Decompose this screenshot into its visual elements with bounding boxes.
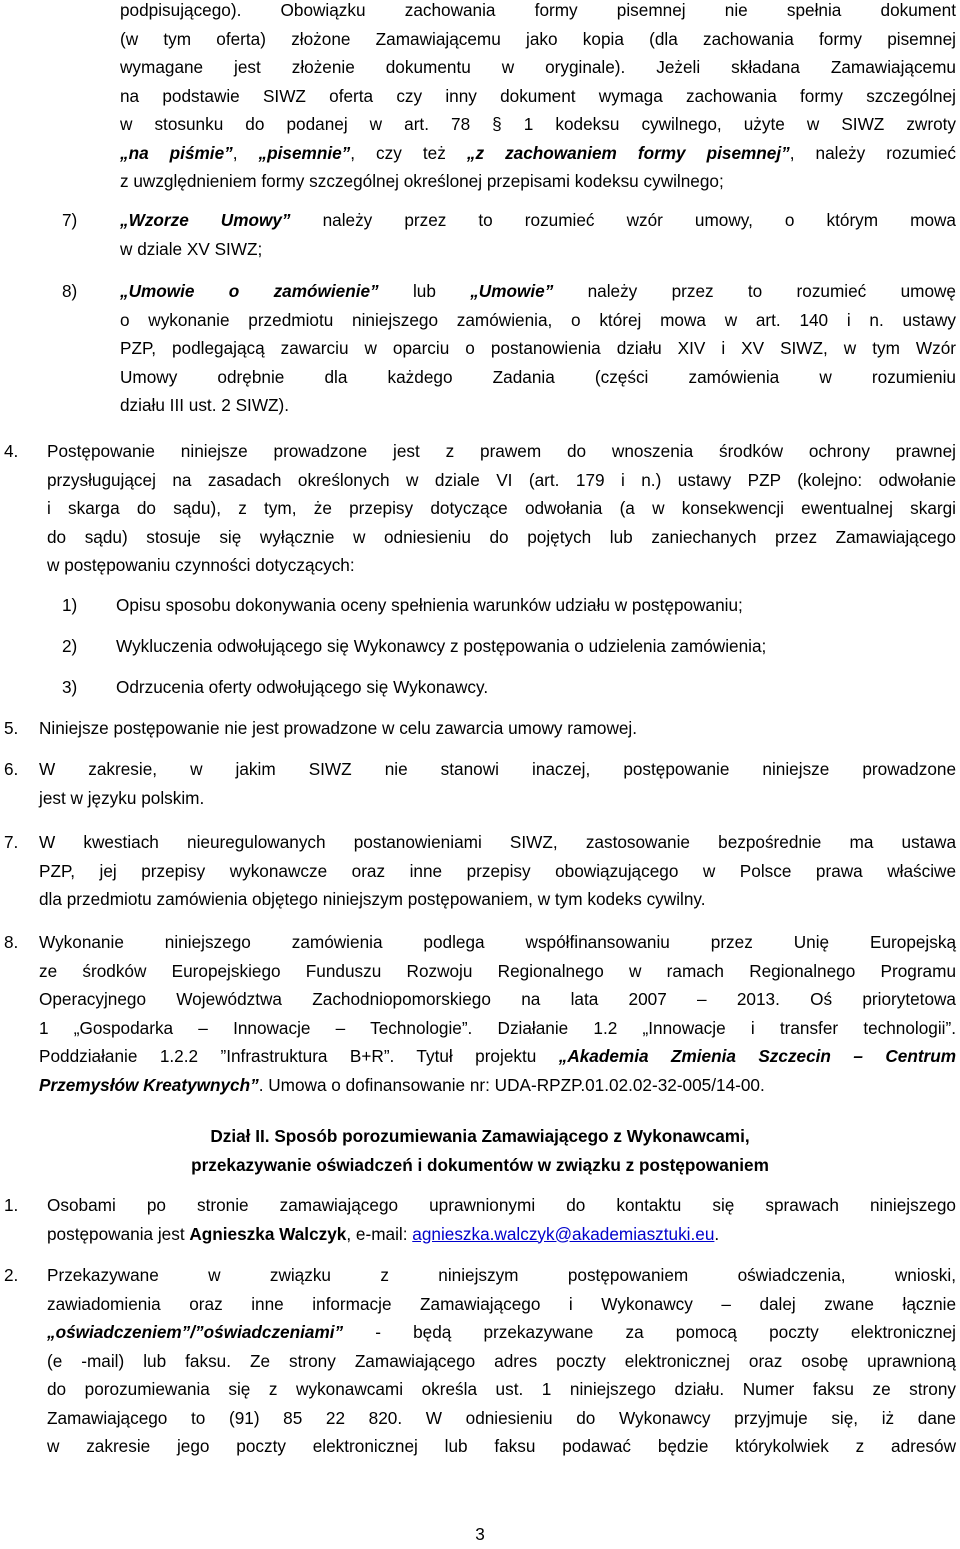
text-line	[120, 206, 956, 235]
text-line: jest w języku polskim.	[39, 787, 205, 808]
text-line: o wykonanie przedmiotu niniejszego zamówienia, o której mowa w art. 140 i n. ustawy	[120, 309, 956, 330]
list-number: 3)	[62, 677, 78, 697]
text-line: Przekazywane w związku z niniejszym postępowaniem oświadczenia, wnioski,	[47, 1265, 956, 1285]
text-line	[39, 1071, 956, 1100]
text-fragment: , e-mail:	[346, 1223, 413, 1244]
list-number: 6.	[4, 759, 19, 779]
text-line: do sądu) stosuje się wyłącznie w odniesieniu do pojętych lub zaniechanych przez Zamawiającego	[47, 526, 956, 547]
text-line: w dziale XV SIWZ;	[120, 238, 263, 259]
text-line: w stosunku do podanej w art. 78 § 1 kodeksu cywilnego, użyte w SIWZ zwroty	[120, 114, 956, 134]
text-line: Postępowanie niniejsze prowadzone jest z prawem do wnoszenia środków ochrony prawnej	[47, 441, 956, 461]
text-line: (e -mail) lub faksu. Ze strony Zamawiającego adres poczty elektronicznej oraz osobę uprawnioną	[47, 1350, 956, 1371]
list-number: 7.	[4, 832, 19, 852]
text-fragment: ,	[232, 142, 259, 163]
text-line	[47, 1318, 956, 1347]
text-line: (w tym oferta) złożone Zamawiającemu jako kopia (dla zachowania formy pisemnej	[120, 28, 956, 49]
top-paragraph	[120, 0, 956, 196]
list-item-text: Odrzucenia oferty odwołującego się Wykonawcy.	[116, 677, 489, 697]
list-number: 2)	[62, 636, 78, 656]
text-line: dla przedmiotu zamówienia objętego niniejszym postępowaniem, w tym kodeks cywilny.	[39, 889, 706, 909]
text-line: Operacyjnego Województwa Zachodniopomorskiego na lata 2007 – 2013. Oś priorytetowa	[39, 989, 956, 1009]
project-title: Przemysłów Kreatywnych”	[39, 1074, 259, 1095]
term-na-pismie: „na piśmie”	[120, 142, 233, 163]
text-line: Wykonanie niniejszego zamówienia podlega współfinansowaniu przez Unię Europejską	[39, 932, 956, 952]
list-number: 1)	[62, 595, 78, 615]
text-fragment: postępowania jest	[47, 1223, 190, 1244]
text-line: przysługującej na zasadach określonych w dziale VI (art. 179 i n.) ustawy PZP (kolejno: odwołanie	[47, 469, 956, 490]
list-item-text: Opisu sposobu dokonywania oceny spełnienia warunków udziału w postępowaniu;	[116, 595, 743, 615]
list-number: 2.	[4, 1265, 19, 1285]
text-fragment: - będą przekazywane za pomocą poczty elektronicznej	[343, 1322, 956, 1342]
text-line: W kwestiach nieuregulowanych postanowieniami SIWZ, zastosowanie bezpośrednie ma ustawa	[39, 832, 956, 852]
term-umowa: „Umowie”	[470, 281, 554, 301]
text-line: Zamawiającego to (91) 85 22 820. W odniesieniu do Wykonawcy przyjmuje się, iż dane	[47, 1407, 956, 1428]
text-line: zawiadomienia oraz inne informacje Zamawiającego i Wykonawcy – dalej zwane łącznie	[47, 1293, 956, 1314]
list-number: 8)	[62, 281, 78, 301]
text-line: na podstawie SIWZ oferta czy inny dokument wymaga zachowania formy szczególnej	[120, 85, 956, 106]
text-line: wymagane jest złożenie dokumentu w oryginale). Jeżeli składana Zamawiającemu	[120, 57, 956, 77]
term-umowa-o-zamowienie: „Umowie o zamówienie”	[120, 281, 379, 301]
text-line: PZP, jej przepisy wykonawcze oraz inne przepisy obowiązującego w Polsce prawa właściwe	[39, 860, 956, 881]
text-line	[120, 277, 956, 306]
text-fragment: , należy rozumieć	[789, 142, 956, 163]
list-item-text: Wykluczenia odwołującego się Wykonawcy z postępowania o udzielenia zamówienia;	[116, 636, 767, 656]
text-line: PZP, podlegającą zawarciu w oparciu o postanowienia działu XIV i XV SIWZ, w tym Wzór	[120, 338, 956, 358]
text-fragment: , czy też	[350, 142, 467, 163]
list-number: 1.	[4, 1195, 19, 1215]
section-heading	[0, 1122, 960, 1179]
text-fragment: Poddziałanie 1.2.2 ”Infrastruktura B+R”. Tytuł projektu	[39, 1046, 559, 1066]
text-line: 1 „Gospodarka – Innowacje – Technologie”. Działanie 1.2 „Innowacje i transfer technologii”.	[39, 1017, 956, 1038]
project-title: „Akademia Zmienia Szczecin – Centrum	[558, 1046, 957, 1066]
text-line: w zakresie jego poczty elektronicznej lub faksu podawać będzie którykolwiek z adresów	[47, 1436, 956, 1456]
term-pisemnie: „pisemnie”	[258, 142, 351, 163]
text-line: podpisującego). Obowiązku zachowania formy pisemnej nie spełnia dokument	[120, 0, 956, 20]
email-link[interactable]: agnieszka.walczyk@akademiasztuki.eu	[412, 1223, 715, 1244]
text-line: w postępowaniu czynności dotyczących:	[47, 555, 355, 575]
text-line: i skarga do sądu), z tym, że przepisy dotyczące odwołania (a w konsekwencji ewentualnej skargi	[47, 498, 956, 518]
page-number: 3	[475, 1524, 485, 1544]
list-number: 4.	[4, 441, 19, 461]
term-forma-pisemna: „z zachowaniem formy pisemnej”	[466, 142, 790, 163]
text-line	[39, 1042, 956, 1071]
text-fragment: .	[714, 1223, 720, 1244]
list-number: 7)	[62, 210, 78, 230]
text-line: z uwzględnieniem formy szczególnej określonej przepisami kodeksu cywilnego;	[120, 171, 724, 191]
text-line	[120, 139, 956, 168]
text-line: Umowy odrębnie dla każdego Zadania (części zamówienia w rozumieniu	[120, 366, 956, 387]
section-title-line: przekazywanie oświadczeń i dokumentów w związku z postępowaniem	[191, 1154, 769, 1175]
text-line: działu III ust. 2 SIWZ).	[120, 395, 290, 415]
text-line	[47, 1220, 956, 1249]
term-oswiadczenie: „oświadczeniem”/”oświadczeniami”	[47, 1322, 344, 1342]
text-line: W zakresie, w jakim SIWZ nie stanowi inaczej, postępowanie niniejsze prowadzone	[39, 759, 956, 779]
text-fragment: należy przez to rozumieć wzór umowy, o którym mowa	[290, 210, 956, 230]
text-fragment: . Umowa o dofinansowanie nr: UDA-RPZP.01.02.02-32-005/14-00.	[258, 1074, 765, 1095]
term-wzor-umowy: „Wzorze Umowy”	[120, 210, 291, 230]
text-line: ze środków Europejskiego Funduszu Rozwoju Regionalnego w ramach Regionalnego Programu	[39, 960, 956, 981]
text-fragment: lub	[378, 281, 471, 301]
contact-name: Agnieszka Walczyk	[189, 1223, 347, 1244]
list-number: 8.	[4, 932, 19, 952]
section-title-line: Dział II. Sposób porozumiewania Zamawiającego z Wykonawcami,	[210, 1126, 750, 1146]
text-line: Osobami po stronie zamawiającego uprawnionymi do kontaktu się sprawach niniejszego	[47, 1195, 956, 1215]
list-number: 5.	[4, 718, 19, 738]
text-line: do porozumiewania się z wykonawcami określa ust. 1 niniejszego działu. Numer faksu ze strony	[47, 1379, 956, 1399]
text-fragment: należy przez to rozumieć umowę	[553, 281, 956, 301]
list-item-text: Niniejsze postępowanie nie jest prowadzone w celu zawarcia umowy ramowej.	[39, 718, 638, 738]
